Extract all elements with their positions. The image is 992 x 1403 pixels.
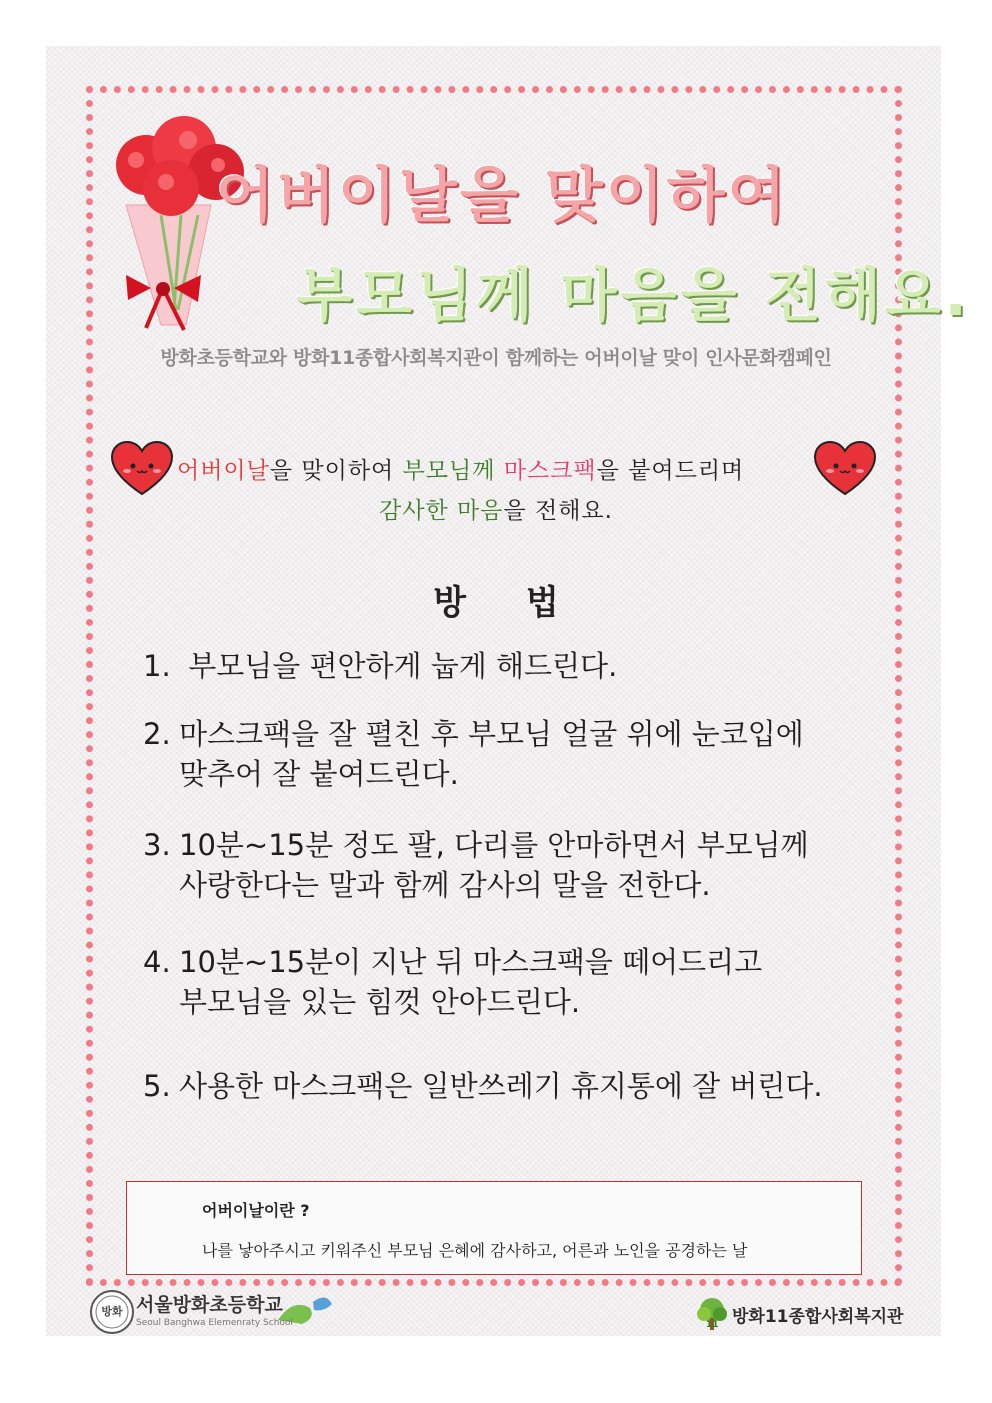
message-highlight: 부모님께 (402, 458, 496, 484)
method-step (143, 942, 762, 1022)
message-text: 을 맞이하여 (269, 458, 403, 484)
step-text-continued: 부모님을 있는 힘껏 안아드린다. (179, 985, 581, 1019)
info-box-text: 나를 낳아주시고 키워주신 부모님 은혜에 감사하고, 어른과 노인을 공경하는 날 (202, 1241, 748, 1260)
heart-face-icon (110, 440, 174, 496)
message-highlight: 어버이날 (177, 458, 270, 484)
message-line-1 (177, 452, 744, 485)
title-line-2: 부모님께 마음을 전해요. (296, 261, 971, 329)
step-text: 10분~15분이 지난 뒤 마스크팩을 떼어드리고 (179, 945, 763, 979)
step-number: 2. (143, 717, 171, 751)
welfare-center-name: 방화11종합사회복지관 (732, 1307, 904, 1327)
school-seal-text: 방화 (101, 1305, 123, 1318)
school-name: 서울방화초등학교 (136, 1294, 283, 1316)
message-text: 을 붙여드리며 (596, 458, 745, 484)
step-text: 10분~15분 정도 팔, 다리를 안마하면서 부모님께 (179, 828, 809, 862)
info-box (126, 1181, 862, 1275)
step-text-continued: 맞추어 잘 붙여드린다. (179, 757, 459, 791)
campaign-subtitle: 방화초등학교와 방화11종합사회복지관이 함께하는 어버이날 맞이 인사문화캠페인 (160, 347, 832, 369)
method-step (143, 1066, 823, 1106)
heart-face-icon (813, 440, 877, 496)
method-step (143, 646, 617, 686)
step-number: 4. (143, 945, 171, 979)
step-number: 5. (143, 1069, 171, 1103)
step-number: 1. (143, 649, 171, 683)
school-name-english: Seoul Banghwa Elemenraty School (136, 1318, 293, 1328)
welfare-center-logo-text: 11 (706, 1320, 719, 1330)
method-step (143, 825, 809, 905)
method-heading: 방 법 (433, 583, 583, 623)
message-text (495, 458, 503, 484)
message-line-2 (0, 492, 992, 525)
step-text: 사용한 마스크팩은 일반쓰레기 휴지통에 잘 버린다. (179, 1069, 823, 1103)
step-text-continued: 사랑한다는 말과 함께 감사의 말을 전한다. (179, 868, 711, 902)
message-text: 을 전해요. (503, 498, 613, 524)
info-box-title: 어버이날이란 ? (202, 1201, 310, 1220)
step-text: 마스크팩을 잘 펼친 후 부모님 얼굴 위에 눈코입에 (179, 717, 804, 751)
step-number: 3. (143, 828, 171, 862)
message-highlight: 마스크팩 (503, 458, 597, 484)
step-text: 부모님을 편안하게 눕게 해드린다. (179, 649, 618, 683)
title-line-1: 어버이날을 맞이하여 (216, 161, 789, 231)
message-highlight: 감사한 마음 (379, 498, 504, 524)
method-step (143, 714, 804, 794)
